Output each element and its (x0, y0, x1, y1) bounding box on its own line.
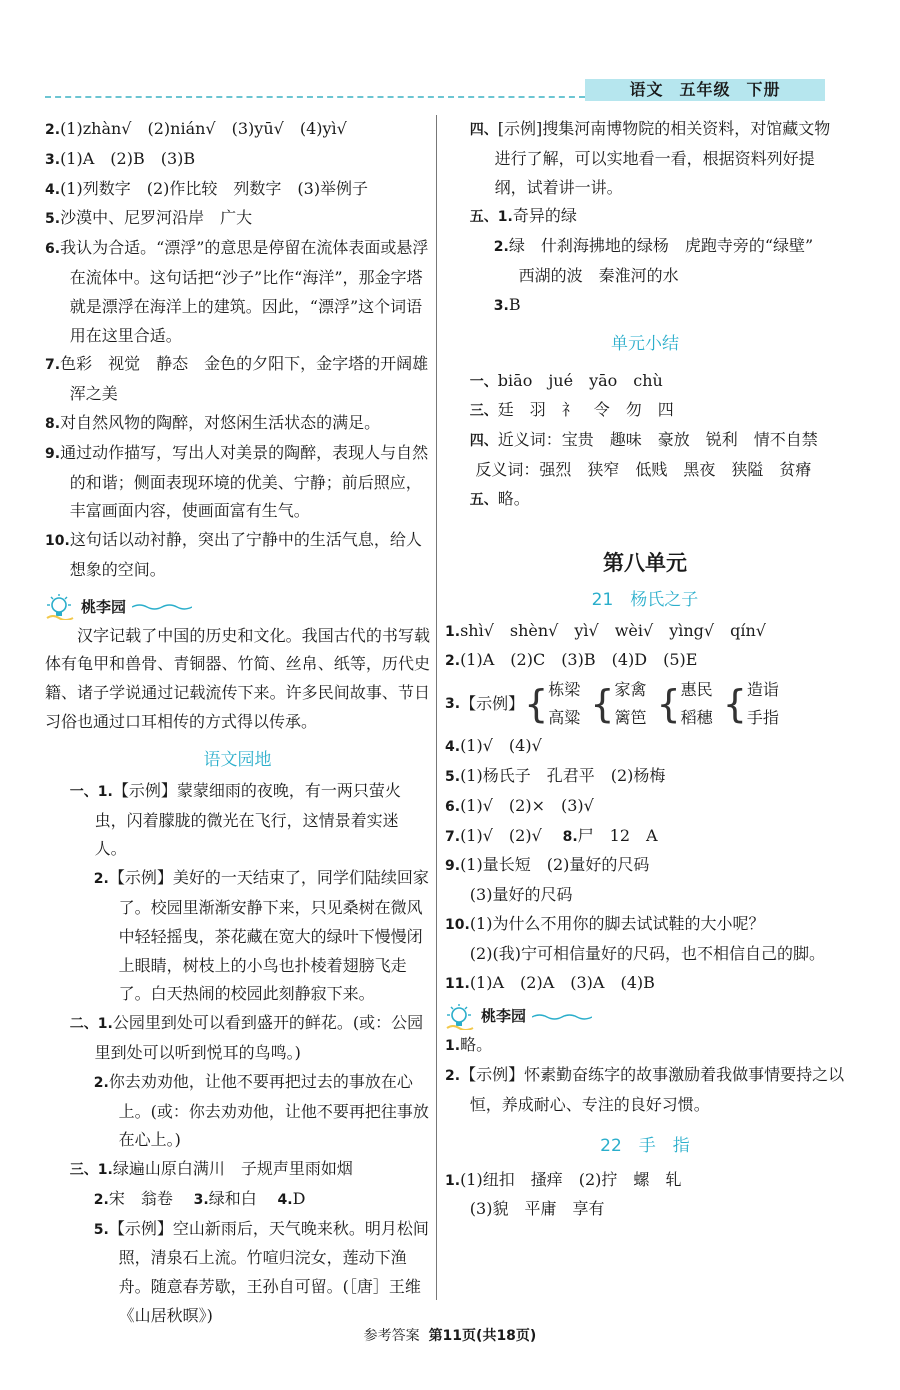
lesson21-answer-10-2: (2)(我)宁可相信量好的尺码，也不相信自己的脚。 (469, 943, 825, 963)
lesson-22-title: 22 手 指 (600, 1135, 690, 1156)
answer-8: 8.对自然风物的陶醉，对悠闲生活状态的满足。 (45, 412, 381, 432)
answer-5: 5.沙漠中、尼罗河沿岸 广大 (45, 208, 253, 228)
yuandi-2-2: 2.你去劝劝他，让他不要再把过去的事放在心上。(或：你去劝劝他，让他不要再把往事放在心上。) (93, 1071, 429, 1150)
wave-decoration-icon (132, 603, 192, 611)
header-rule (45, 96, 585, 98)
lesson21-answer-3: 3. 【示例】 { 栋梁 高粱 { 家禽 篱笆 { 惠民 稻穗 { 造诣 手指 (445, 676, 845, 732)
summary-3: 三、廷 羽 礻 令 勿 四 (469, 400, 674, 420)
yuandi-1-2: 2.【示例】美好的一天结束了，同学们陆续回家了。校园里渐渐安静下来，只见桑树在微风中轻轻摇曳，茶花藏在宽大的绿叶下慢慢闭上眼睛，树枝上的小鸟也扑棱着翅膀飞走了。白天热闹的校园此刻静寂下来。 (93, 868, 429, 1004)
summary-5: 五、略。 (469, 488, 530, 508)
yuandi-3-2: 2.宋 翁卷 3.绿和白 4.D (93, 1188, 306, 1208)
lesson21-answer-5: 5.(1)杨氏子 孔君平 (2)杨梅 (445, 765, 666, 785)
taoliyuan2-answer-2: 2.【示例】怀素勤奋练字的故事激励着我做事情要持之以恒，养成耐心、专注的良好习惯。 (445, 1064, 845, 1114)
lesson21-answer-7-8: 7.(1)√ (2)√ 8.尸 12 A (445, 825, 658, 845)
header-grade: 五年级 (679, 80, 731, 99)
summary-4: 四、近义词：宝贵 趣味 豪放 锐利 情不自禁 (469, 430, 818, 450)
lesson22-answer-1: 1.(1)纽扣 搔痒 (2)拧 螺 轧 (445, 1169, 682, 1189)
right-column (445, 115, 845, 1224)
yuwen-yuandi-title: 语文园地 (203, 749, 272, 770)
footer-page: 第11页(共18页) (428, 1328, 537, 1344)
taoliyuan-text: 汉字记载了中国的历史和文化。我国古代的书写载体有龟甲和兽骨、青铜器、竹简、丝帛、纸等，历代史籍、诸子学说通过记载流传下来。许多民间故事、节日习俗也通过口耳相传的方式得以传承。 (45, 625, 430, 731)
word-group: { 惠民 稻穗 (656, 680, 713, 728)
answer-4: 4.(1)列数字 (2)作比较 列数字 (3)举例子 (45, 178, 369, 198)
column-divider (436, 115, 437, 1300)
lesson21-answer-9-3: (3)量好的尺码 (469, 885, 573, 905)
lesson21-answer-6: 6.(1)√ (2)× (3)√ (445, 795, 594, 815)
yuandi-1-1: 一、1.【示例】蒙蒙细雨的夜晚，有一两只萤火虫，闪着朦胧的微光在飞行，这情景着实迷人。 (69, 780, 401, 859)
answer-wu-1: 五、1.奇异的绿 (469, 206, 577, 226)
taoliyuan-heading-2 (445, 1002, 845, 1031)
yuandi-3-1: 三、1.绿遍山原白满川 子规声里雨如烟 (69, 1159, 353, 1179)
lightbulb-icon (445, 1004, 477, 1030)
wave-decoration-icon (532, 1013, 592, 1021)
yuandi-2-1: 二、1.公园里到处可以看到盛开的鲜花。(或：公园里到处可以听到悦耳的鸟鸣。) (69, 1013, 424, 1062)
answer-si: 四、[示例]搜集河南博物院的相关资料，对馆藏文物进行了解，可以实地看一看，根据资料列好提纲，试着讲一讲。 (469, 119, 831, 197)
answer-2: 2.(1)zhàn√ (2)nián√ (3)yū√ (4)yì√ (45, 119, 347, 138)
lesson21-answer-1: 1.shì√ shèn√ yì√ wèi√ yìng√ qín√ (445, 620, 766, 640)
lesson21-answer-9: 9.(1)量长短 (2)量好的尺码 (445, 855, 650, 875)
summary-4-antonyms: 反义词：强烈 狭窄 低贱 黑夜 狭隘 贫瘠 (475, 459, 812, 479)
header-volume: 下册 (746, 80, 781, 99)
taoliyuan-title: 桃李园 (81, 597, 127, 616)
lesson21-answer-2: 2.(1)A (2)C (3)B (4)D (5)E (445, 650, 698, 670)
taoliyuan-title-2: 桃李园 (481, 1007, 527, 1026)
answer-wu-2: 2.绿 什刹海拂地的绿杨 虎跑寺旁的“绿壁” 西湖的波 秦淮河的水 (493, 236, 830, 285)
lesson-21-title: 21 杨氏之子 (591, 589, 699, 610)
lightbulb-icon (45, 594, 77, 620)
lesson21-answer-10: 10.(1)为什么不用你的脚去试试鞋的大小呢？ (445, 913, 765, 933)
header-subject: 语文 (629, 80, 664, 99)
summary-1: 一、biāo jué yāo chù (469, 370, 663, 390)
lesson22-answer-1-3: (3)貌 平庸 享有 (469, 1199, 605, 1219)
footer-label: 参考答案 (363, 1328, 420, 1344)
word-group: { 造诣 手指 (722, 680, 779, 728)
left-column (45, 115, 430, 1331)
taoliyuan-heading (45, 593, 430, 622)
unit-8-title: 第八单元 (603, 550, 687, 575)
yuandi-3-5: 5.【示例】空山新雨后，天气晚来秋。明月松间照，清泉石上流。竹喧归浣女，莲动下渔舟。随意春芳歇，王孙自可留。(［唐］王维《山居秋暝》) (93, 1218, 429, 1326)
answer-6: 6.我认为合适。“漂浮”的意思是停留在流体表面或悬浮在流体中。这句话把“沙子”比作“海洋”，那金字塔就是漂浮在海洋上的建筑。因此，“漂浮”这个词语用在这里合适。 (45, 238, 429, 345)
word-group: { 家禽 篱笆 (590, 680, 647, 728)
page-footer (0, 1325, 900, 1345)
unit-summary-title: 单元小结 (611, 333, 679, 354)
answer-3: 3.(1)A (2)B (3)B (45, 148, 196, 168)
word-group: { 栋梁 高粱 (524, 680, 581, 728)
lesson21-answer-4: 4.(1)√ (4)√ (445, 736, 542, 756)
taoliyuan2-answer-1: 1.略。 (445, 1035, 493, 1055)
lesson21-answer-11: 11.(1)A (2)A (3)A (4)B (445, 972, 655, 992)
header-label (585, 79, 825, 101)
answer-9: 9.通过动作描写，写出人对美景的陶醉，表现人与自然的和谐；侧面表现环境的优美、宁静；前后照应，丰富画面内容，使画面富有生气。 (45, 442, 429, 521)
answer-10: 10.这句话以动衬静，突出了宁静中的生活气息，给人想象的空间。 (45, 530, 422, 579)
answer-wu-3: 3.B (493, 294, 521, 314)
answer-7: 7.色彩 视觉 静态 金色的夕阳下，金字塔的开阔雄浑之美 (45, 354, 429, 404)
